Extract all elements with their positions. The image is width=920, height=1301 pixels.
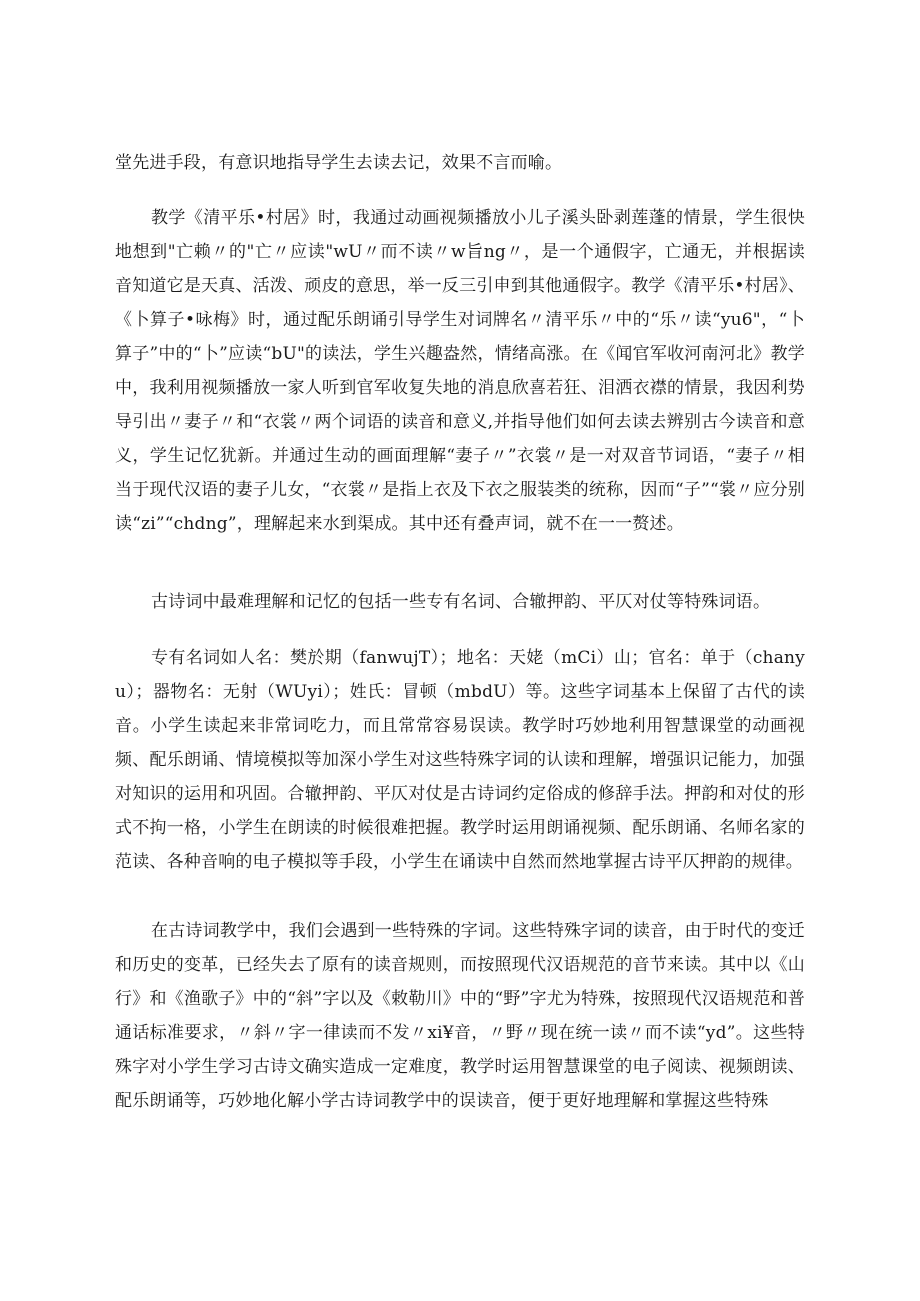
paragraph-special-characters: 在古诗词教学中，我们会遇到一些特殊的字词。这些特殊字词的读音，由于时代的变迁和历史的变革，已经失去了原有的读音规则，而按照现代汉语规范的音节来读。其中以《山行》和《渔歌子》中的“斜”字以及《敕勒川》中的“野”字尤为特殊，按照现代汉语规范和普通话标准要求，〃斜〃字一律读而不发〃xi¥音，〃野〃现在统一读〃而不读“yd”。这些特殊字对小学生学习古诗文确实造成一定难度，教学时运用智慧课堂的电子阅读、视频朗读、配乐朗诵等，巧妙地化解小学古诗词教学中的误读音，便于更好地理解和掌握这些特殊 <box>115 921 805 1111</box>
paragraph-qingpingle: 教学《清平乐•村居》时，我通过动画视频播放小儿子溪头卧剥莲蓬的情景，学生很快地想到"亡赖〃的"亡〃应读"wU〃而不读〃w旨ng〃，是一个通假字，亡通无，并根据读音知道它是天真、活泼、顽皮的意思，举一反三引申到其他通假字。教学《清平乐•村居》、《卜算子•咏梅》时，通过配乐朗诵引导学生对词牌名〃清平乐〃中的“乐〃读“yu6"，“卜算子”中的“卜”应读“bU"的读法，学生兴趣盎然，情绪高涨。在《闻官军收河南河北》教学中，我利用视频播放一家人听到官军收复失地的消息欣喜若狂、泪洒衣襟的情景，我因利势导引出〃妻子〃和“衣裳〃两个词语的读音和意义,并指导他们如何去读去辨别古今读音和意义，学生记忆犹新。并通过生动的画面理解“妻子〃”衣裳〃是一对双音节词语，“妻子〃相当于现代汉语的妻子儿女，“衣裳〃是指上衣及下衣之服装类的统称，因而“子”“裳〃应分别读“zi”“chdng”，理解起来水到渠成。其中还有叠声词，就不在一一赘述。 <box>115 208 805 534</box>
paragraph-continuation: 堂先进手段，有意识地指导学生去读去记，效果不言而喻。 <box>115 153 563 173</box>
paragraph-special-words-intro: 古诗词中最难理解和记忆的包括一些专有名词、合辙押韵、平仄对仗等特殊词语。 <box>151 592 771 612</box>
paragraph-proper-nouns: 专有名词如人名：樊於期（fanwujT）；地名：天姥（mCi）山；官名：单于（chanyu）；器物名：无射（WUyi）；姓氏：冒顿（mbdU）等。这些字词基本上保留了古代的读音。小学生读起来非常词吃力，而且常常容易误读。教学时巧妙地利用智慧课堂的动画视频、配乐朗诵、情境模拟等加深小学生对这些特殊字词的认读和理解，增强识记能力，加强对知识的运用和巩固。合辙押韵、平仄对仗是古诗词约定俗成的修辞手法。押韵和对仗的形式不拘一格，小学生在朗读的时候很难把握。教学时运用朗诵视频、配乐朗诵、名师名家的范读、各种音响的电子模拟等手段，小学生在诵读中自然而然地掌握古诗平仄押韵的规律。 <box>115 648 805 872</box>
